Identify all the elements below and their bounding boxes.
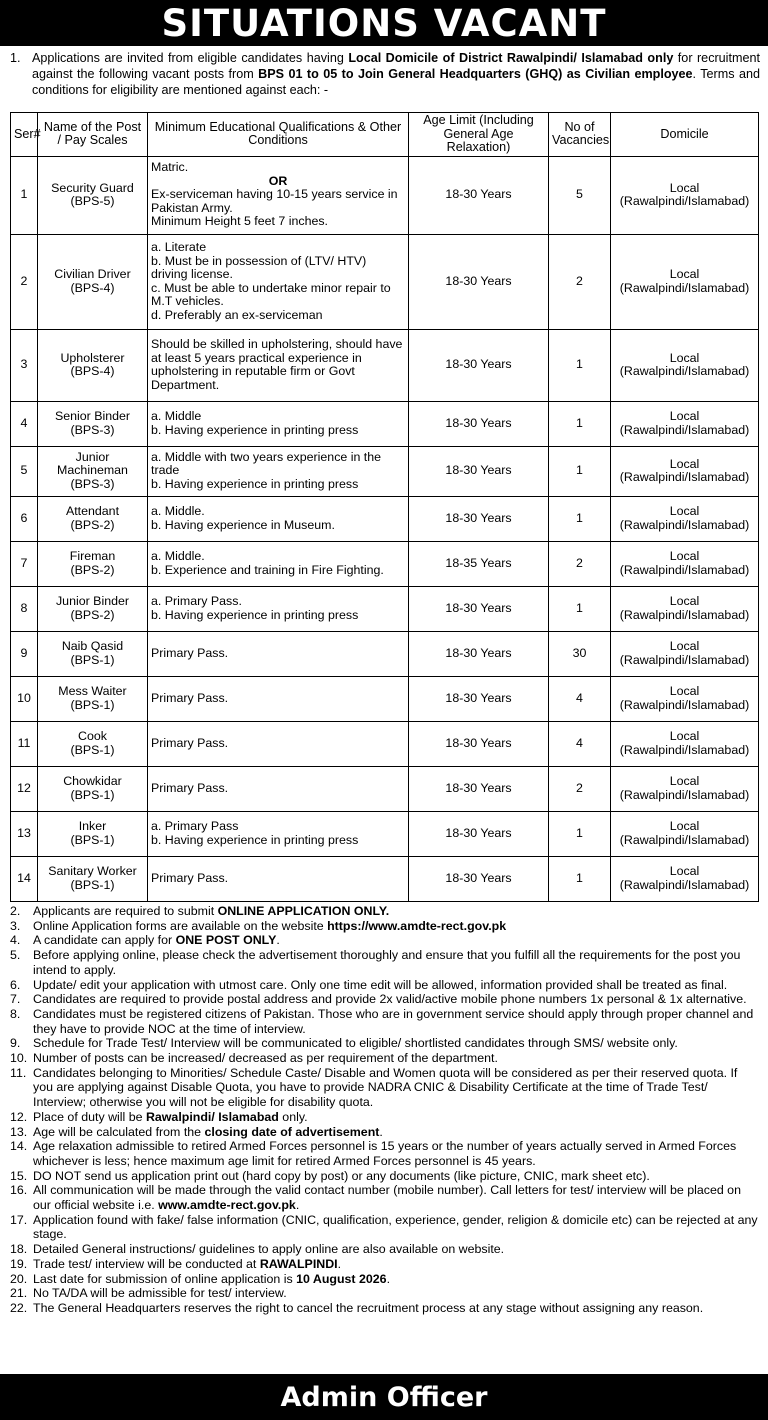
note-number: 11.	[10, 1065, 27, 1080]
note-text: ONE POST ONLY	[175, 933, 277, 948]
domicile-cell	[611, 631, 759, 676]
domicile-cell	[611, 811, 759, 856]
qualification-cell	[148, 496, 409, 541]
post-cell	[38, 401, 148, 446]
table-row	[11, 234, 759, 329]
list-item	[10, 1272, 758, 1287]
list-item	[10, 948, 758, 977]
age-cell: 18-30 Years	[409, 329, 549, 401]
domicile-place: (Rawalpindi/Islamabad)	[619, 422, 750, 437]
intro-number: 1.	[10, 51, 21, 65]
note-text: .	[379, 1124, 383, 1139]
vacancies-cell: 1	[549, 329, 611, 401]
domicile-local: Local	[669, 456, 700, 471]
domicile-local: Local	[669, 819, 700, 833]
header-qualification: Minimum Educational Qualifications & Other Conditions	[148, 113, 409, 157]
list-item	[10, 1051, 758, 1066]
vacancies-cell: 1	[549, 586, 611, 631]
note-text: .	[276, 933, 280, 948]
ser-cell: 14	[11, 856, 38, 901]
note-body	[33, 992, 758, 1007]
domicile-local: Local	[669, 639, 700, 653]
qualification-line: Should be skilled in upholstering, should have at least 5 years practical experience in upholstering in reputable firm or Govt Department.	[151, 337, 403, 392]
note-text: .	[295, 1198, 300, 1213]
header-domicile: Domicile	[611, 113, 759, 157]
domicile-cell	[611, 496, 759, 541]
age-cell: 18-30 Years	[409, 676, 549, 721]
qualification-line: a. Primary Pass	[151, 819, 239, 833]
ser-cell: 8	[11, 586, 38, 631]
intro-text-1: Applications are invited from eligible candidates having	[32, 51, 349, 65]
vacancies-cell: 2	[549, 766, 611, 811]
domicile-place: (Rawalpindi/Islamabad)	[619, 562, 750, 577]
domicile-place: (Rawalpindi/Islamabad)	[619, 742, 750, 757]
pay-scale: (BPS-5)	[70, 194, 115, 208]
table-row	[11, 856, 759, 901]
note-text: Candidates must be registered citizens of Pakistan. Those who are in government service should apply through proper channel and they have to provide NOC at the time of interview.	[33, 1006, 754, 1036]
vacancies-cell: 5	[549, 156, 611, 234]
note-number: 13.	[10, 1124, 28, 1139]
note-text: Applicants are required to submit	[33, 904, 218, 918]
note-number: 4.	[10, 933, 21, 948]
post-name: Fireman	[69, 549, 116, 563]
pay-scale: (BPS-4)	[70, 364, 115, 378]
domicile-place: (Rawalpindi/Islamabad)	[619, 652, 750, 667]
terms-list	[10, 904, 758, 1316]
domicile-cell	[611, 446, 759, 496]
post-cell	[38, 676, 148, 721]
list-item	[10, 1066, 758, 1110]
domicile-place: (Rawalpindi/Islamabad)	[619, 517, 750, 532]
qualification-line: b. Having experience in Museum.	[151, 517, 335, 532]
pay-scale: (BPS-1)	[70, 742, 115, 757]
note-body	[33, 1066, 758, 1110]
domicile-local: Local	[669, 684, 700, 698]
ser-cell: 5	[11, 446, 38, 496]
page-title: SITUATIONS VACANT	[0, 0, 768, 46]
age-cell: 18-30 Years	[409, 631, 549, 676]
domicile-local: Local	[669, 267, 700, 281]
note-body	[33, 919, 758, 934]
post-cell	[38, 766, 148, 811]
age-cell: 18-35 Years	[409, 541, 549, 586]
note-number: 10.	[10, 1051, 28, 1066]
age-cell: 18-30 Years	[409, 496, 549, 541]
qualification-cell	[148, 401, 409, 446]
note-number: 8.	[10, 1006, 21, 1021]
domicile-place: (Rawalpindi/Islamabad)	[619, 787, 750, 802]
note-text: only.	[278, 1109, 308, 1124]
domicile-place: (Rawalpindi/Islamabad)	[619, 832, 750, 847]
list-item	[10, 1257, 758, 1272]
ser-cell: 6	[11, 496, 38, 541]
domicile-place: (Rawalpindi/Islamabad)	[619, 364, 750, 378]
list-item	[10, 978, 758, 993]
post-name: Mess Waiter	[58, 684, 127, 698]
qualification-cell	[148, 156, 409, 234]
note-text: Age relaxation admissible to retired Armed Forces personnel is 15 years or the number of years actually served in Armed Forces whichever is less; hence maximum age limit for retired Armed Forces personnel is 45 years.	[33, 1139, 737, 1168]
note-body	[33, 948, 758, 977]
qualification-line: Matric.	[151, 160, 189, 175]
note-number: 20.	[10, 1271, 28, 1286]
list-item	[10, 1183, 758, 1212]
table-row	[11, 496, 759, 541]
qualification-line: Primary Pass.	[151, 735, 229, 750]
table-row	[11, 329, 759, 401]
intro-paragraph	[10, 50, 760, 98]
note-text: DO NOT send us application print out (hard copy by post) or any documents (like picture, CNIC, mark sheet etc).	[33, 1168, 650, 1183]
note-number: 15.	[10, 1168, 28, 1183]
table-row	[11, 401, 759, 446]
post-cell	[38, 631, 148, 676]
pay-scale: (BPS-1)	[70, 877, 115, 892]
qualification-cell	[148, 586, 409, 631]
intro-text-3: . Terms and conditions for eligibility are mentioned against each: -	[32, 67, 760, 97]
note-text: https://www.amdte-rect.gov.pk	[327, 918, 507, 933]
qualification-line: a. Middle with two years experience in the trade	[151, 449, 382, 478]
note-text: 10 August 2026	[296, 1271, 387, 1286]
note-body	[33, 1169, 758, 1184]
age-cell: 18-30 Years	[409, 586, 549, 631]
note-body	[33, 1286, 758, 1301]
note-number: 3.	[10, 918, 21, 933]
post-name: Junior Machineman	[57, 449, 128, 478]
ser-cell: 10	[11, 676, 38, 721]
domicile-cell	[611, 234, 759, 329]
footer-signature: Admin Officer	[0, 1374, 768, 1420]
qualification-line: b. Having experience in printing press	[151, 607, 359, 622]
note-body	[33, 978, 758, 993]
post-cell	[38, 811, 148, 856]
qualification-line: Primary Pass.	[151, 690, 229, 705]
note-body	[33, 1257, 758, 1272]
note-text: ONLINE APPLICATION ONLY.	[217, 904, 390, 918]
list-item	[10, 919, 758, 934]
note-text: Trade test/ interview will be conducted at	[33, 1256, 260, 1271]
domicile-cell	[611, 156, 759, 234]
post-name: Sanitary Worker	[48, 864, 137, 878]
table-row	[11, 721, 759, 766]
header-age-limit: Age Limit (Including General Age Relaxation)	[409, 113, 549, 157]
pay-scale: (BPS-2)	[70, 607, 115, 622]
list-item	[10, 1213, 758, 1242]
ser-cell: 11	[11, 721, 38, 766]
domicile-local: Local	[669, 350, 700, 365]
list-item	[10, 992, 758, 1007]
note-text: .	[337, 1256, 342, 1271]
qualification-line: c. Must be able to undertake minor repair to M.T vehicles.	[151, 280, 391, 308]
qualification-line: Ex-serviceman having 10-15 years service in Pakistan Army.	[151, 187, 398, 215]
note-text: The General Headquarters reserves the right to cancel the recruitment process at any stage without assigning any reason.	[33, 1300, 704, 1315]
note-body	[33, 1272, 758, 1287]
table-row	[11, 676, 759, 721]
table-row	[11, 541, 759, 586]
vacancies-cell: 1	[549, 496, 611, 541]
qualification-line: b. Having experience in printing press	[151, 832, 359, 847]
note-number: 16.	[10, 1183, 28, 1198]
qualification-line: b. Experience and training in Fire Fighting.	[151, 562, 384, 577]
note-text: A candidate can apply for	[33, 933, 176, 948]
table-row	[11, 586, 759, 631]
intro-bold-1: Local Domicile of District Rawalpindi/ Islamabad only	[348, 51, 674, 65]
qualification-line: OR	[268, 173, 288, 188]
post-name: Chowkidar	[63, 774, 122, 788]
note-text: Update/ edit your application with utmost care. Only one time edit will be allowed, information provided shall be treated as final.	[33, 977, 728, 992]
ser-cell: 13	[11, 811, 38, 856]
age-cell: 18-30 Years	[409, 721, 549, 766]
note-number: 19.	[10, 1256, 28, 1271]
note-text: Number of posts can be increased/ decreased as per requirement of the department.	[33, 1051, 498, 1066]
note-body	[33, 1110, 758, 1125]
age-cell: 18-30 Years	[409, 156, 549, 234]
domicile-cell	[611, 766, 759, 811]
domicile-cell	[611, 586, 759, 631]
vacancies-cell: 1	[549, 401, 611, 446]
qualification-line: Primary Pass.	[151, 645, 229, 660]
qualification-cell	[148, 766, 409, 811]
domicile-place: (Rawalpindi/Islamabad)	[619, 470, 750, 484]
note-text: .	[386, 1271, 391, 1286]
note-text: Candidates are required to provide postal address and provide 2x valid/active mobile phone numbers 1x personal & 1x alternative.	[33, 992, 747, 1007]
post-name: Junior Binder	[55, 594, 129, 608]
ser-cell: 7	[11, 541, 38, 586]
qualification-line: Minimum Height 5 feet 7 inches.	[151, 214, 328, 229]
post-cell	[38, 541, 148, 586]
note-number: 9.	[10, 1036, 21, 1051]
list-item	[10, 1139, 758, 1168]
list-item	[10, 1125, 758, 1140]
qualification-line: a. Middle.	[151, 504, 205, 518]
domicile-cell	[611, 401, 759, 446]
post-cell	[38, 856, 148, 901]
note-text: No TA/DA will be admissible for test/ interview.	[33, 1286, 287, 1301]
vacancies-cell: 30	[549, 631, 611, 676]
qualification-line: a. Primary Pass.	[151, 594, 242, 608]
list-item	[10, 1169, 758, 1184]
intro-text-2: for recruitment against the following vacant posts from	[32, 51, 760, 81]
ser-cell: 12	[11, 766, 38, 811]
domicile-local: Local	[669, 729, 700, 743]
domicile-local: Local	[669, 864, 700, 878]
pay-scale: (BPS-1)	[70, 697, 115, 712]
pay-scale: (BPS-2)	[70, 562, 115, 577]
note-text: Candidates belonging to Minorities/ Schedule Caste/ Disable and Women quota will be considered as per their reserved quota. If you are applying against Disable Quota, you have to provide NADRA CNIC & Disability Certificate at the time of Trade Test/ Interview; otherwise you will not be eligible for disability quota.	[33, 1065, 738, 1110]
vacancies-cell: 2	[549, 541, 611, 586]
age-cell: 18-30 Years	[409, 234, 549, 329]
note-body	[33, 1036, 758, 1051]
domicile-place: (Rawalpindi/Islamabad)	[619, 280, 750, 295]
post-cell	[38, 156, 148, 234]
age-cell: 18-30 Years	[409, 446, 549, 496]
header-ser: Ser#	[11, 113, 38, 157]
vacancies-table	[10, 112, 759, 902]
note-text: Detailed General instructions/ guidelines to apply online are also available on website.	[33, 1242, 505, 1257]
note-body	[33, 1242, 758, 1257]
list-item	[10, 1007, 758, 1036]
post-cell	[38, 721, 148, 766]
pay-scale: (BPS-1)	[70, 652, 115, 667]
domicile-local: Local	[669, 774, 700, 788]
vacancies-cell: 1	[549, 446, 611, 496]
domicile-local: Local	[669, 549, 700, 563]
qualification-cell	[148, 329, 409, 401]
vacancies-cell: 1	[549, 856, 611, 901]
qualification-cell	[148, 856, 409, 901]
qualification-cell	[148, 234, 409, 329]
qualification-line: a. Middle	[151, 409, 202, 423]
list-item	[10, 1242, 758, 1257]
note-text: Rawalpindi/ Islamabad	[145, 1109, 279, 1124]
qualification-line: a. Literate	[151, 240, 207, 254]
note-body	[33, 1051, 758, 1066]
note-text: Age will be calculated from the	[33, 1124, 205, 1139]
domicile-place: (Rawalpindi/Islamabad)	[619, 877, 750, 892]
table-row	[11, 631, 759, 676]
post-name: Inker	[78, 819, 107, 833]
age-cell: 18-30 Years	[409, 856, 549, 901]
qualification-line: Primary Pass.	[151, 780, 229, 795]
note-number: 5.	[10, 948, 21, 963]
note-body	[33, 904, 758, 919]
note-body	[33, 1213, 758, 1242]
note-text: Place of duty will be	[33, 1109, 146, 1124]
qualification-line: d. Preferably an ex-serviceman	[151, 307, 323, 322]
ser-cell: 3	[11, 329, 38, 401]
age-cell: 18-30 Years	[409, 766, 549, 811]
note-number: 6.	[10, 977, 21, 992]
qualification-cell	[148, 631, 409, 676]
post-name: Attendant	[65, 504, 120, 518]
list-item	[10, 1110, 758, 1125]
intro-text	[32, 50, 760, 98]
ser-cell: 9	[11, 631, 38, 676]
table-row	[11, 811, 759, 856]
note-number: 7.	[10, 992, 21, 1007]
ser-cell: 1	[11, 156, 38, 234]
pay-scale: (BPS-1)	[70, 787, 115, 802]
domicile-cell	[611, 329, 759, 401]
post-name: Security Guard	[51, 180, 134, 195]
pay-scale: (BPS-4)	[70, 280, 115, 295]
pay-scale: (BPS-1)	[70, 832, 115, 847]
domicile-place: (Rawalpindi/Islamabad)	[619, 194, 750, 208]
intro-bold-2: BPS 01 to 05 to Join General Headquarters (GHQ) as Civilian employee	[258, 67, 693, 81]
domicile-local: Local	[669, 409, 700, 423]
note-number: 12.	[10, 1109, 28, 1124]
qualification-cell	[148, 446, 409, 496]
domicile-cell	[611, 676, 759, 721]
domicile-place: (Rawalpindi/Islamabad)	[619, 607, 750, 622]
post-name: Upholsterer	[60, 350, 125, 365]
note-text: Before applying online, please check the advertisement thoroughly and ensure that you fulfill all the requirements for the post you intend to apply.	[33, 948, 741, 977]
age-cell: 18-30 Years	[409, 811, 549, 856]
table-row	[11, 766, 759, 811]
qualification-cell	[148, 541, 409, 586]
qualification-line: b. Having experience in printing press	[151, 422, 359, 437]
domicile-local: Local	[669, 594, 700, 608]
list-item	[10, 1036, 758, 1051]
post-cell	[38, 329, 148, 401]
note-number: 21.	[10, 1286, 28, 1301]
qualification-line: a. Middle.	[151, 549, 205, 563]
qualification-line: b. Having experience in printing press	[151, 476, 359, 491]
header-post: Name of the Post / Pay Scales	[38, 113, 148, 157]
post-cell	[38, 234, 148, 329]
list-item	[10, 1286, 758, 1301]
qualification-cell	[148, 721, 409, 766]
list-item	[10, 1301, 758, 1316]
vacancies-cell: 2	[549, 234, 611, 329]
note-text: www.amdte-rect.gov.pk	[158, 1198, 296, 1213]
ser-cell: 4	[11, 401, 38, 446]
post-name: Naib Qasid	[61, 639, 124, 653]
list-item	[10, 904, 758, 919]
note-number: 14.	[10, 1139, 28, 1154]
ser-cell: 2	[11, 234, 38, 329]
post-name: Cook	[78, 729, 107, 743]
qualification-cell	[148, 811, 409, 856]
note-number: 22.	[10, 1300, 28, 1315]
note-body	[33, 1139, 758, 1168]
vacancies-cell: 4	[549, 676, 611, 721]
qualification-line: b. Must be in possession of (LTV/ HTV) driving license.	[151, 253, 367, 281]
vacancies-cell: 4	[549, 721, 611, 766]
domicile-cell	[611, 856, 759, 901]
table-row	[11, 156, 759, 234]
domicile-cell	[611, 541, 759, 586]
post-name: Senior Binder	[54, 409, 131, 423]
post-cell	[38, 586, 148, 631]
qualification-cell	[148, 676, 409, 721]
note-number: 2.	[10, 904, 21, 918]
table-header-row	[11, 113, 759, 157]
domicile-local: Local	[669, 504, 700, 518]
note-body	[33, 1183, 758, 1212]
pay-scale: (BPS-2)	[70, 517, 115, 532]
list-item	[10, 933, 758, 948]
note-body	[33, 1301, 758, 1316]
table-row	[11, 446, 759, 496]
post-cell	[38, 446, 148, 496]
note-number: 17.	[10, 1212, 28, 1227]
domicile-local: Local	[669, 180, 700, 195]
note-text: closing date of advertisement	[204, 1124, 380, 1139]
note-body	[33, 1125, 758, 1140]
post-name: Civilian Driver	[54, 267, 131, 281]
note-body	[33, 1007, 758, 1036]
domicile-cell	[611, 721, 759, 766]
post-cell	[38, 496, 148, 541]
note-text: Online Application forms are available on the website	[33, 918, 328, 933]
age-cell: 18-30 Years	[409, 401, 549, 446]
pay-scale: (BPS-3)	[70, 476, 115, 491]
vacancies-cell: 1	[549, 811, 611, 856]
domicile-place: (Rawalpindi/Islamabad)	[619, 697, 750, 712]
note-text: Schedule for Trade Test/ Interview will be communicated to eligible/ shortlisted candidates through SMS/ website only.	[33, 1036, 678, 1051]
note-text: All communication will be made through the valid contact number (mobile number). Call letters for test/ interview will be placed on our official website i.e.	[33, 1183, 741, 1213]
qualification-line: Primary Pass.	[151, 870, 229, 885]
note-text: RAWALPINDI	[259, 1256, 338, 1271]
note-text: Last date for submission of online application is	[33, 1271, 297, 1286]
note-body	[33, 933, 758, 948]
header-vacancies: No of Vacancies	[549, 113, 611, 157]
note-number: 18.	[10, 1242, 28, 1257]
note-text: Application found with fake/ false information (CNIC, qualification, experience, gender, religion & domicile etc) can be rejected at any stage.	[33, 1212, 758, 1242]
pay-scale: (BPS-3)	[70, 422, 115, 437]
